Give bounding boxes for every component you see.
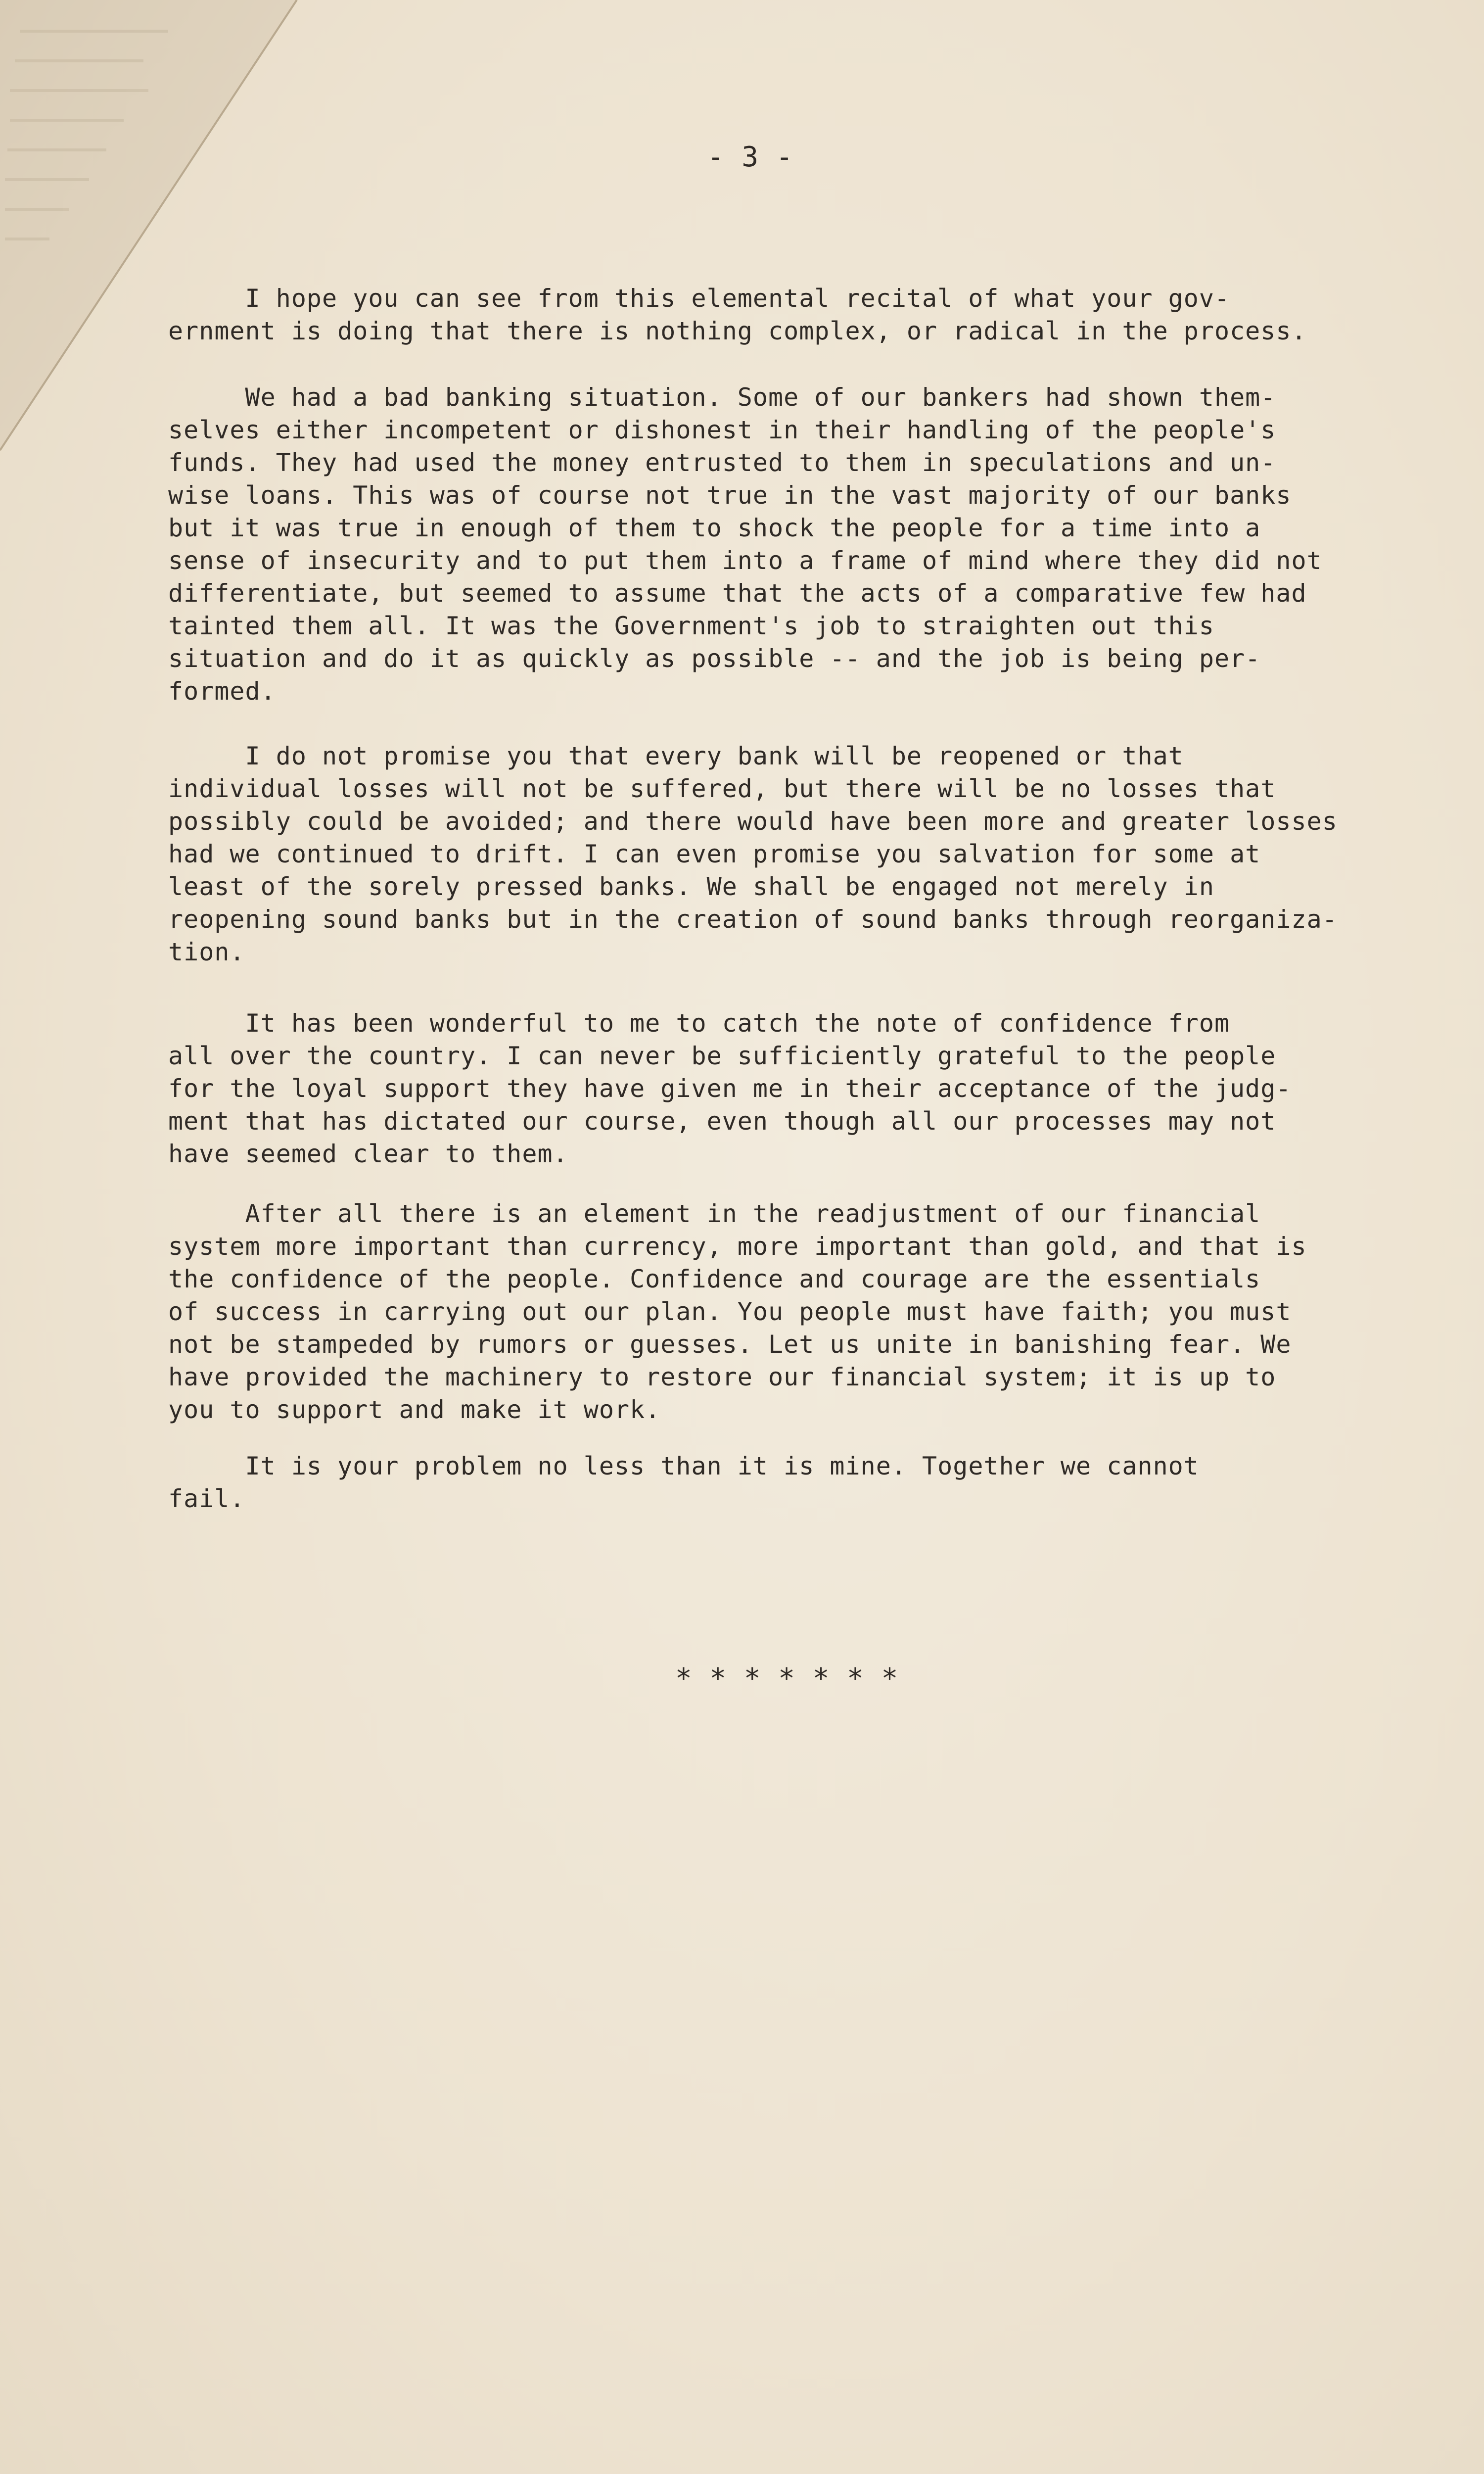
text-line: funds. They had used the money entrusted to them in speculations and un- [168,448,1276,477]
text-line: I hope you can see from this elemental recital of what your gov- [168,284,1230,313]
text-line: tion. [168,938,245,966]
text-line: possibly could be avoided; and there would have been more and greater losses [168,807,1338,836]
text-line: ernment is doing that there is nothing complex, or radical in the process. [168,317,1307,345]
paragraph-4 [168,1007,1292,1170]
text-line: fail. [168,1484,245,1513]
text-line: have seemed clear to them. [168,1140,568,1168]
text-line: It has been wonderful to me to catch the note of confidence from [168,1009,1230,1038]
text-line: system more important than currency, more important than gold, and that is [168,1232,1307,1261]
text-line: you to support and make it work. [168,1395,661,1424]
text-line: situation and do it as quickly as possible -- and the job is being per- [168,644,1261,673]
text-line: reopening sound banks but in the creation of sound banks through reorganiza- [168,905,1338,934]
text-line: not be stampeded by rumors or guesses. Let us unite in banishing fear. We [168,1330,1292,1359]
text-line: After all there is an element in the readjustment of our financial [168,1199,1261,1228]
paragraph-5 [168,1197,1307,1426]
text-line: sense of insecurity and to put them into a frame of mind where they did not [168,546,1322,575]
text-line: had we continued to drift. I can even promise you salvation for some at [168,840,1261,868]
text-line: have provided the machinery to restore our financial system; it is up to [168,1363,1276,1391]
page-number: - 3 - [707,141,793,173]
paragraph-6 [168,1450,1199,1515]
closing-asterisks: * * * * * * * [675,1663,899,1695]
text-line: all over the country. I can never be sufficiently grateful to the people [168,1042,1276,1070]
text-line: selves either incompetent or dishonest in their handling of the people's [168,416,1276,444]
text-line: It is your problem no less than it is mine. Together we cannot [168,1452,1199,1480]
paragraph-1 [168,282,1307,347]
text-line: but it was true in enough of them to shock the people for a time into a [168,514,1261,542]
text-line: We had a bad banking situation. Some of our bankers had shown them- [168,383,1276,412]
text-line: for the loyal support they have given me in their acceptance of the judg- [168,1074,1292,1103]
paragraph-3 [168,740,1338,968]
text-line: wise loans. This was of course not true in the vast majority of our banks [168,481,1292,510]
text-line: I do not promise you that every bank will be reopened or that [168,742,1184,770]
paragraph-2 [168,381,1322,708]
text-line: of success in carrying out our plan. You people must have faith; you must [168,1297,1292,1326]
text-line: individual losses will not be suffered, but there will be no losses that [168,774,1276,803]
text-line: the confidence of the people. Confidence and courage are the essentials [168,1265,1261,1293]
text-line: formed. [168,677,276,706]
text-line: tainted them all. It was the Government's job to straighten out this [168,612,1214,640]
text-line: differentiate, but seemed to assume that the acts of a comparative few had [168,579,1307,608]
text-line: least of the sorely pressed banks. We shall be engaged not merely in [168,872,1214,901]
text-line: ment that has dictated our course, even though all our processes may not [168,1107,1276,1136]
